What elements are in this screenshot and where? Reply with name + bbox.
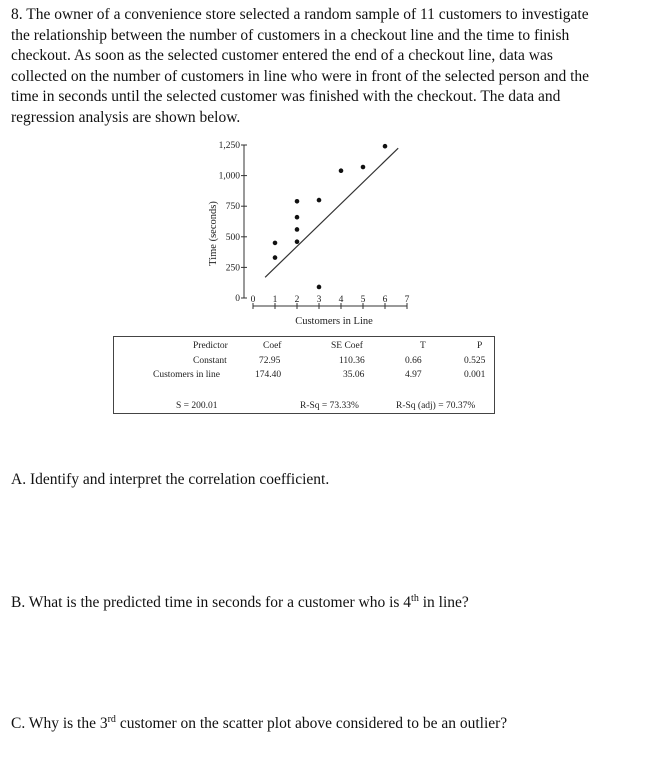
- row-customers-predictor: Customers in line: [153, 370, 221, 380]
- data-point: [273, 241, 278, 246]
- y-axis-title: Time (seconds): [208, 201, 219, 266]
- problem-line: regression analysis are shown below.: [11, 108, 241, 126]
- data-point: [383, 144, 388, 149]
- row-customers-p: 0.001: [464, 370, 486, 380]
- header-coef: Coef: [263, 341, 282, 351]
- question-b-text-end: in line?: [418, 594, 469, 611]
- question-c-text-end: customer on the scatter plot above considered to be an outlier?: [115, 715, 508, 732]
- problem-line: checkout. As soon as the selected customer entered the end of a checkout line, data was: [11, 47, 553, 64]
- row-customers-se-coef: 35.06: [343, 370, 365, 380]
- problem-statement: [11, 5, 641, 128]
- problem-line: collected on the number of customers in line who were in front of the selected person and the: [11, 67, 590, 85]
- data-point: [339, 168, 344, 173]
- data-point: [295, 239, 300, 244]
- x-tick-label: 4: [338, 295, 344, 305]
- row-constant-predictor: Constant: [193, 356, 227, 366]
- row-constant-se-coef: 110.36: [339, 356, 365, 366]
- question-b: [11, 593, 469, 613]
- question-a-text: A. Identify and interpret the correlation coefficient.: [11, 471, 330, 488]
- question-b-text: B. What is the predicted time in seconds for a customer who is 4: [11, 594, 412, 611]
- row-customers-t: 4.97: [405, 370, 422, 380]
- x-tick-label: 0: [250, 295, 256, 305]
- y-tick-label: 250: [225, 263, 240, 274]
- header-p: P: [477, 341, 483, 351]
- x-tick-label: 5: [360, 295, 366, 305]
- data-point: [317, 285, 322, 290]
- x-tick-label: 6: [382, 295, 388, 305]
- header-predictor: Predictor: [193, 341, 228, 351]
- question-c-text: C. Why is the 3: [11, 715, 108, 732]
- data-point: [317, 198, 322, 203]
- stat-r-sq-adj: R-Sq (adj) = 70.37%: [396, 401, 476, 411]
- stat-r-sq: R-Sq = 73.33%: [300, 401, 359, 411]
- data-point: [295, 227, 300, 232]
- x-tick-label: 1: [272, 295, 278, 305]
- stat-s: S = 200.01: [176, 401, 218, 411]
- regression-output-table: [113, 336, 495, 414]
- data-point: [361, 165, 366, 170]
- y-tick-label: 1,250: [218, 141, 240, 151]
- row-constant-coef: 72.95: [259, 356, 281, 366]
- problem-line: 8. The owner of a convenience store selected a random sample of 11 customers to investigate: [11, 6, 589, 23]
- row-constant-p: 0.525: [464, 356, 486, 366]
- y-tick-label: 1,000: [218, 171, 240, 182]
- regression-line: [265, 148, 398, 277]
- data-point: [295, 215, 300, 220]
- header-t: T: [420, 341, 426, 351]
- y-tick-label: 0: [235, 294, 240, 304]
- problem-line: time in seconds until the selected customer was finished with the checkout. The data and: [11, 88, 561, 105]
- y-tick-label: 750: [225, 202, 240, 213]
- x-axis-title: Customers in Line: [295, 316, 373, 327]
- data-point: [273, 255, 278, 260]
- question-c-superscript: rd: [107, 713, 116, 725]
- row-customers-coef: 174.40: [255, 370, 282, 380]
- question-b-superscript: th: [411, 592, 419, 604]
- problem-line: the relationship between the number of customers in a checkout line and the time to finish: [11, 26, 570, 44]
- x-tick-label: 2: [294, 295, 300, 305]
- scatter-plot: [190, 130, 420, 330]
- header-se-coef: SE Coef: [331, 341, 363, 351]
- question-a: [11, 470, 329, 490]
- row-constant-t: 0.66: [405, 356, 422, 366]
- y-tick-label: 500: [225, 232, 240, 243]
- data-point: [295, 199, 300, 204]
- x-tick-label: 3: [316, 295, 322, 305]
- x-tick-label: 7: [404, 295, 410, 305]
- question-c: [11, 714, 507, 734]
